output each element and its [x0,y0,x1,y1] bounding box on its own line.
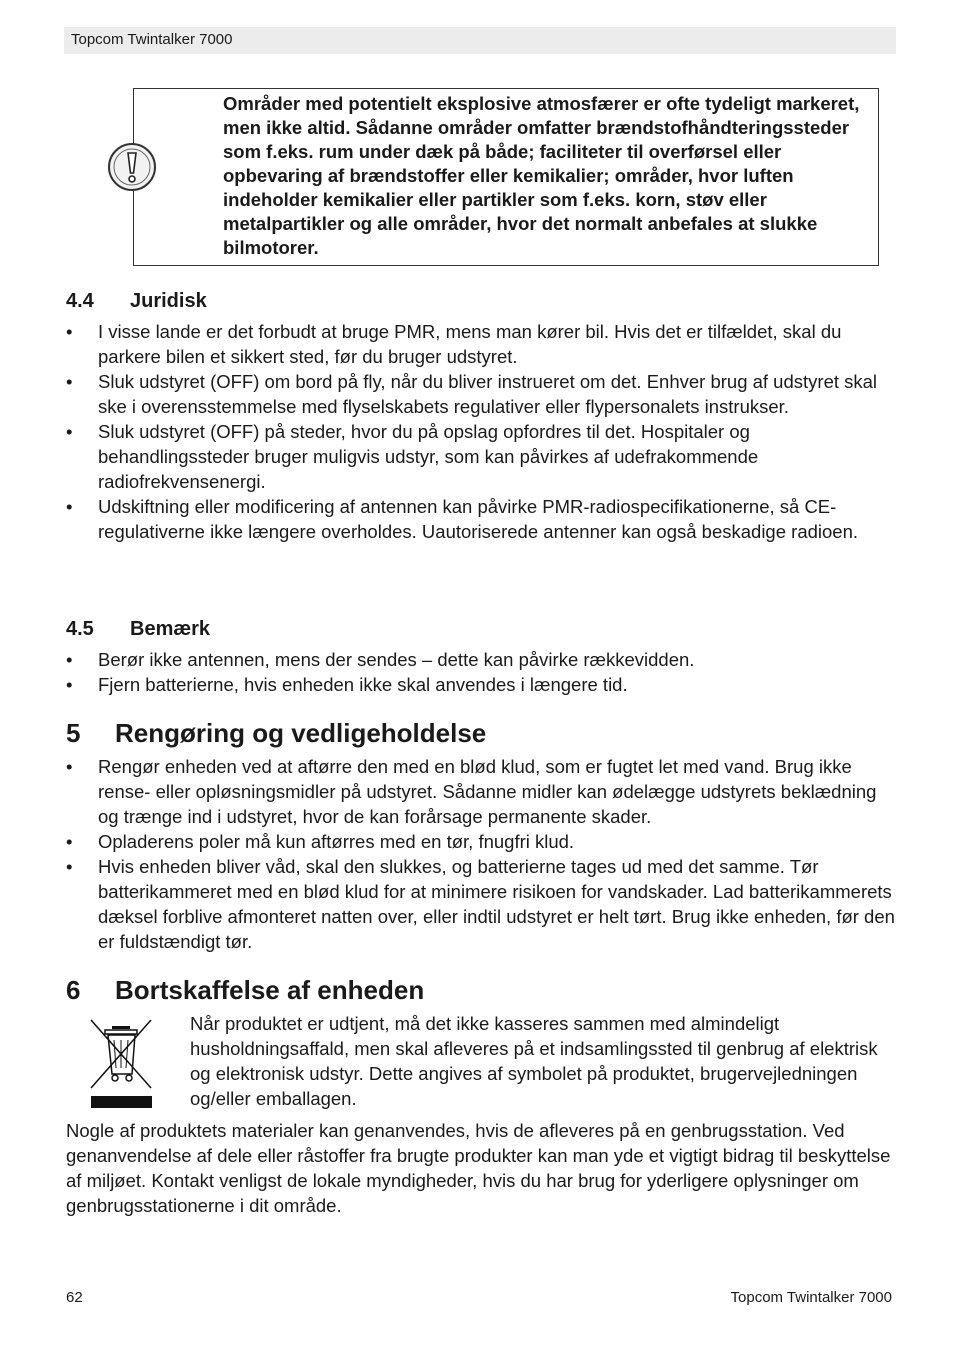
section-6-heading [66,975,424,1006]
recycling-paragraph: Nogle af produktets materialer kan genanvendes, hvis de afleveres på en genbrugsstation. Ved genanvendelse af dele eller råstoffer fra brugte produkter kan man yde et vigtigt bidrag til beskyttelse af miljøet. Kontakt venligst de lokale myndigheder, hvis du har brug for yderligere oplysninger om genbrugsstationerne i dit område. [66,1120,891,1216]
list-item: • I visse lande er det forbudt at bruge PMR, mens man kører bil. Hvis det er tilfældet, skal du parkere bilen et sikkert sted, før du bruger udstyret. [66,321,842,367]
section-title: Bortskaffelse af enheden [115,975,425,1005]
section-4-5-heading [66,618,210,641]
warning-text: Områder med potentielt eksplosive atmosfærer er ofte tydeligt markeret, men ikke altid. Sådanne områder omfatter brændstofhåndteringssteder som f.eks. rum under dæk på både; faciliteter til overførsel eller opbevaring af brændstoffer eller kemikalier; områder, hvor luften indeholder kemikalier eller partikler som f.eks. korn, støv eller metalpartikler og alle områder, hvor det normalt anbefales at slukke bilmotorer. [223,93,860,258]
section-5-list [66,754,896,954]
exclamation-icon [107,142,157,192]
list-item: • Sluk udstyret (OFF) på steder, hvor du på opslag opfordres til det. Hospitaler og behandlingssteder bruger muligvis udstyr, som kan påvirkes af udefrakommende radiofrekvensenergi. [66,421,759,492]
section-number: 4.4 [66,290,94,312]
section-number: 6 [66,975,81,1005]
list-item: • Hvis enheden bliver våd, skal den slukkes, og batterierne tages ud med det samme. Tør batterikammeret med en blød klud for at minimere risikoen for vandskader. Lad batterikammerets dæksel forblive afmonteret natten over, eller indtil udstyret er helt tørt. Brug ikke enheden, før den er fuldstændigt tør. [66,856,895,952]
section-number: 4.5 [66,618,94,640]
footer-title: Topcom Twintalker 7000 [730,1289,892,1306]
section-number: 5 [66,718,81,748]
list-item: • Berør ikke antennen, mens der sendes – dette kan påvirke rækkevidden. [66,649,695,670]
list-item: • Rengør enheden ved at aftørre den med en blød klud, som er fugtet let med vand. Brug ikke rense- eller opløsningsmidler på udstyret. Sådanne midler kan ødelægge udstyrets beklædning og trænge ind i udstyret, hvor de kan forårsage permanente skader. [66,756,877,827]
header-title: Topcom Twintalker 7000 [71,31,233,48]
list-item: • Sluk udstyret (OFF) om bord på fly, når du bliver instrueret om det. Enhver brug af udstyret skal ske i overensstemmelse med flyselskabets regulativer eller flypersonalets instrukser. [66,371,878,417]
list-item: • Fjern batterierne, hvis enheden ikke skal anvendes i længere tid. [66,674,628,695]
weee-text: Når produktet er udtjent, må det ikke kasseres sammen med almindeligt husholdningsaffald, men skal afleveres på et indsamlingssted til genbrug af elektrisk og elektronisk udstyr. Dette angives af symbolet på produktet, brugervejledningen og/eller emballagen. [190,1013,878,1109]
section-title: Bemærk [130,618,211,640]
section-4-5-list [66,647,896,697]
section-4-4-list [66,319,896,544]
section-5-heading [66,718,486,749]
list-item: • Udskiftning eller modificering af antennen kan påvirke PMR-radiospecifikationerne, så CE-regulativerne ikke længere overholdes. Uautoriserede antenner kan også beskadige radioen. [66,496,859,542]
list-item: • Opladerens poler må kun aftørres med en tør, fnugfri klud. [66,831,575,852]
crossed-out-wheelie-bin-icon [88,1018,154,1110]
section-4-4-heading [66,290,207,313]
section-title: Rengøring og vedligeholdelse [115,718,487,748]
page-number: 62 [66,1289,83,1306]
section-title: Juridisk [130,290,207,312]
page-header [64,27,896,54]
